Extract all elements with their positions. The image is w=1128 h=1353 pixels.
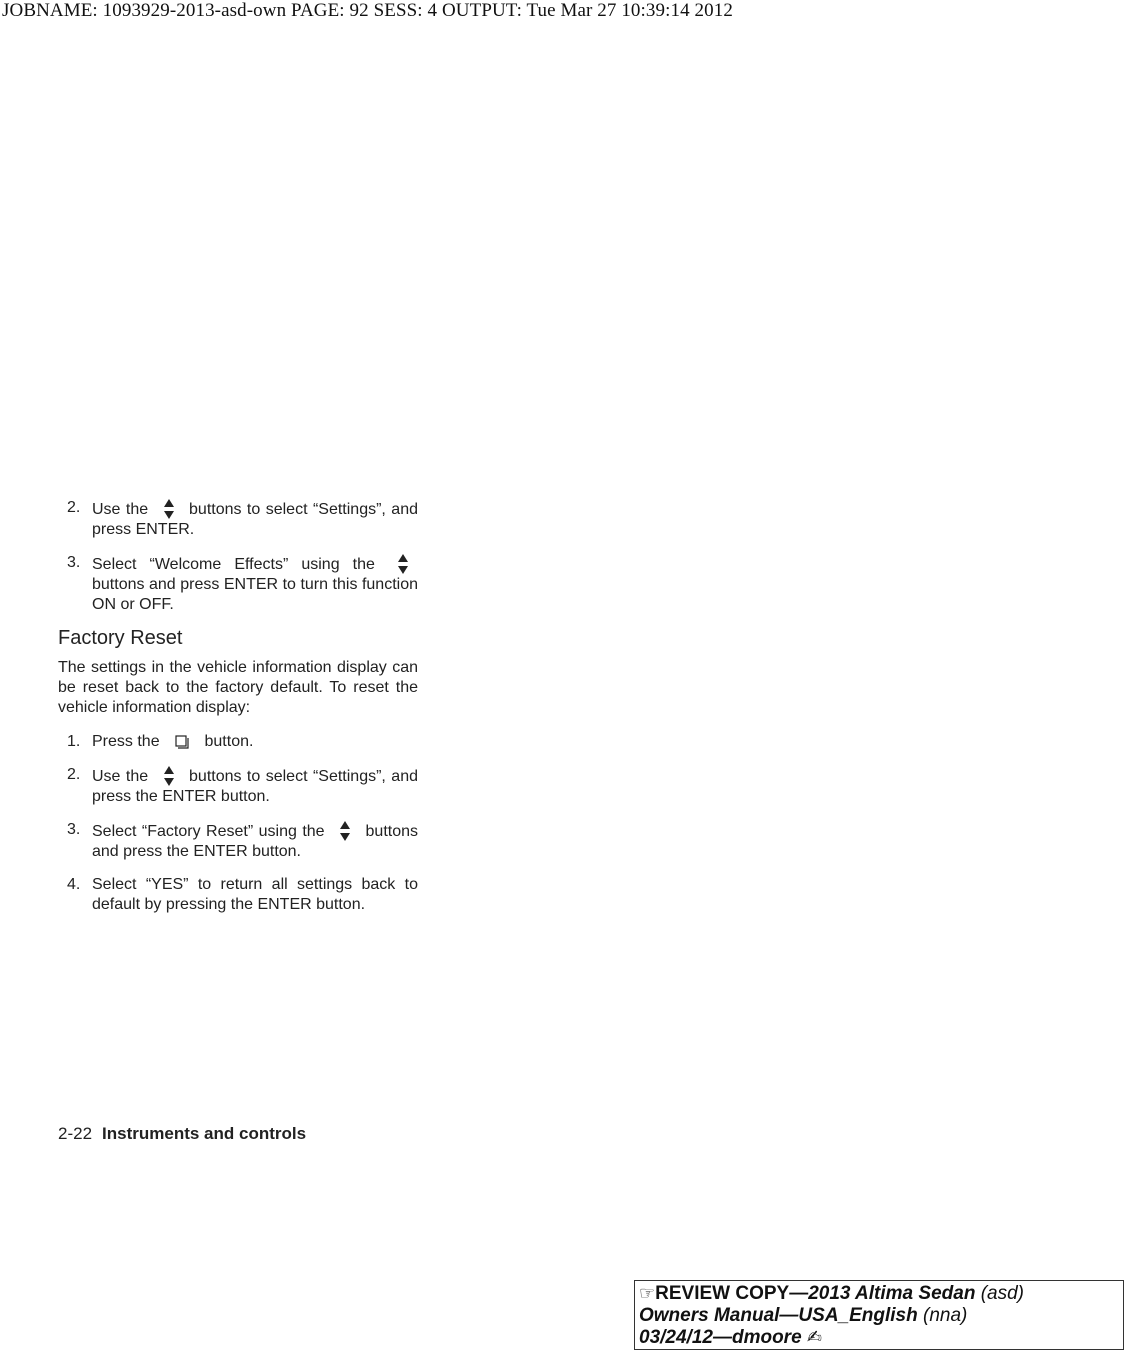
- review-copy-box: [634, 1280, 1124, 1350]
- list-item: [58, 498, 418, 540]
- section-name: Instruments and controls: [102, 1124, 307, 1143]
- job-info-line: JOBNAME: 1093929-2013-asd-own PAGE: 92 SESS: 4 OUTPUT: Tue Mar 27 10:39:14 2012: [2, 0, 733, 21]
- section-heading: Factory Reset: [58, 627, 183, 649]
- list-item: [58, 820, 418, 862]
- step-text: Use the buttons to select “Settings”, and press ENTER.: [92, 498, 418, 540]
- step-number: 2.: [67, 499, 81, 516]
- writing-hand-icon: ✍: [806, 1327, 823, 1348]
- step-number: 3.: [67, 821, 81, 838]
- step-number: 3.: [67, 554, 81, 571]
- step-text: Select “Factory Reset” using the buttons and press the ENTER button.: [92, 820, 418, 862]
- step-number: 1.: [67, 733, 81, 750]
- menu-button-icon: [164, 735, 200, 749]
- list-item: [58, 875, 418, 915]
- step-text: Select “Welcome Effects” using the buttons and press ENTER to turn this function ON or OFF.: [92, 553, 418, 615]
- step-text: Use the buttons to select “Settings”, and press the ENTER button.: [92, 765, 418, 807]
- list-item: [58, 553, 418, 615]
- pointing-hand-icon: ☞: [639, 1283, 656, 1304]
- up-down-arrow-icon: [154, 498, 184, 520]
- intro-paragraph: The settings in the vehicle information display can be reset back to the factory default. To reset the vehicle information display:: [58, 659, 418, 716]
- step-text: Press the button.: [92, 733, 254, 750]
- page-number: 2-22: [58, 1124, 93, 1143]
- up-down-arrow-icon: [388, 553, 418, 575]
- step-text: Select “YES” to return all settings back to default by pressing the ENTER button.: [92, 876, 418, 913]
- content-column: [58, 498, 418, 928]
- list-item: [58, 765, 418, 807]
- up-down-arrow-icon: [330, 820, 360, 842]
- page-footer: [58, 1124, 306, 1144]
- list-item: [58, 732, 418, 752]
- up-down-arrow-icon: [154, 765, 184, 787]
- review-line-1: ☞REVIEW COPY—2013 Altima Sedan (asd): [639, 1283, 1025, 1304]
- step-number: 4.: [67, 876, 81, 893]
- step-number: 2.: [67, 766, 81, 783]
- review-line-2: Owners Manual—USA_English (nna): [639, 1305, 968, 1326]
- review-line-3: 03/24/12—dmoore ✍: [639, 1327, 823, 1348]
